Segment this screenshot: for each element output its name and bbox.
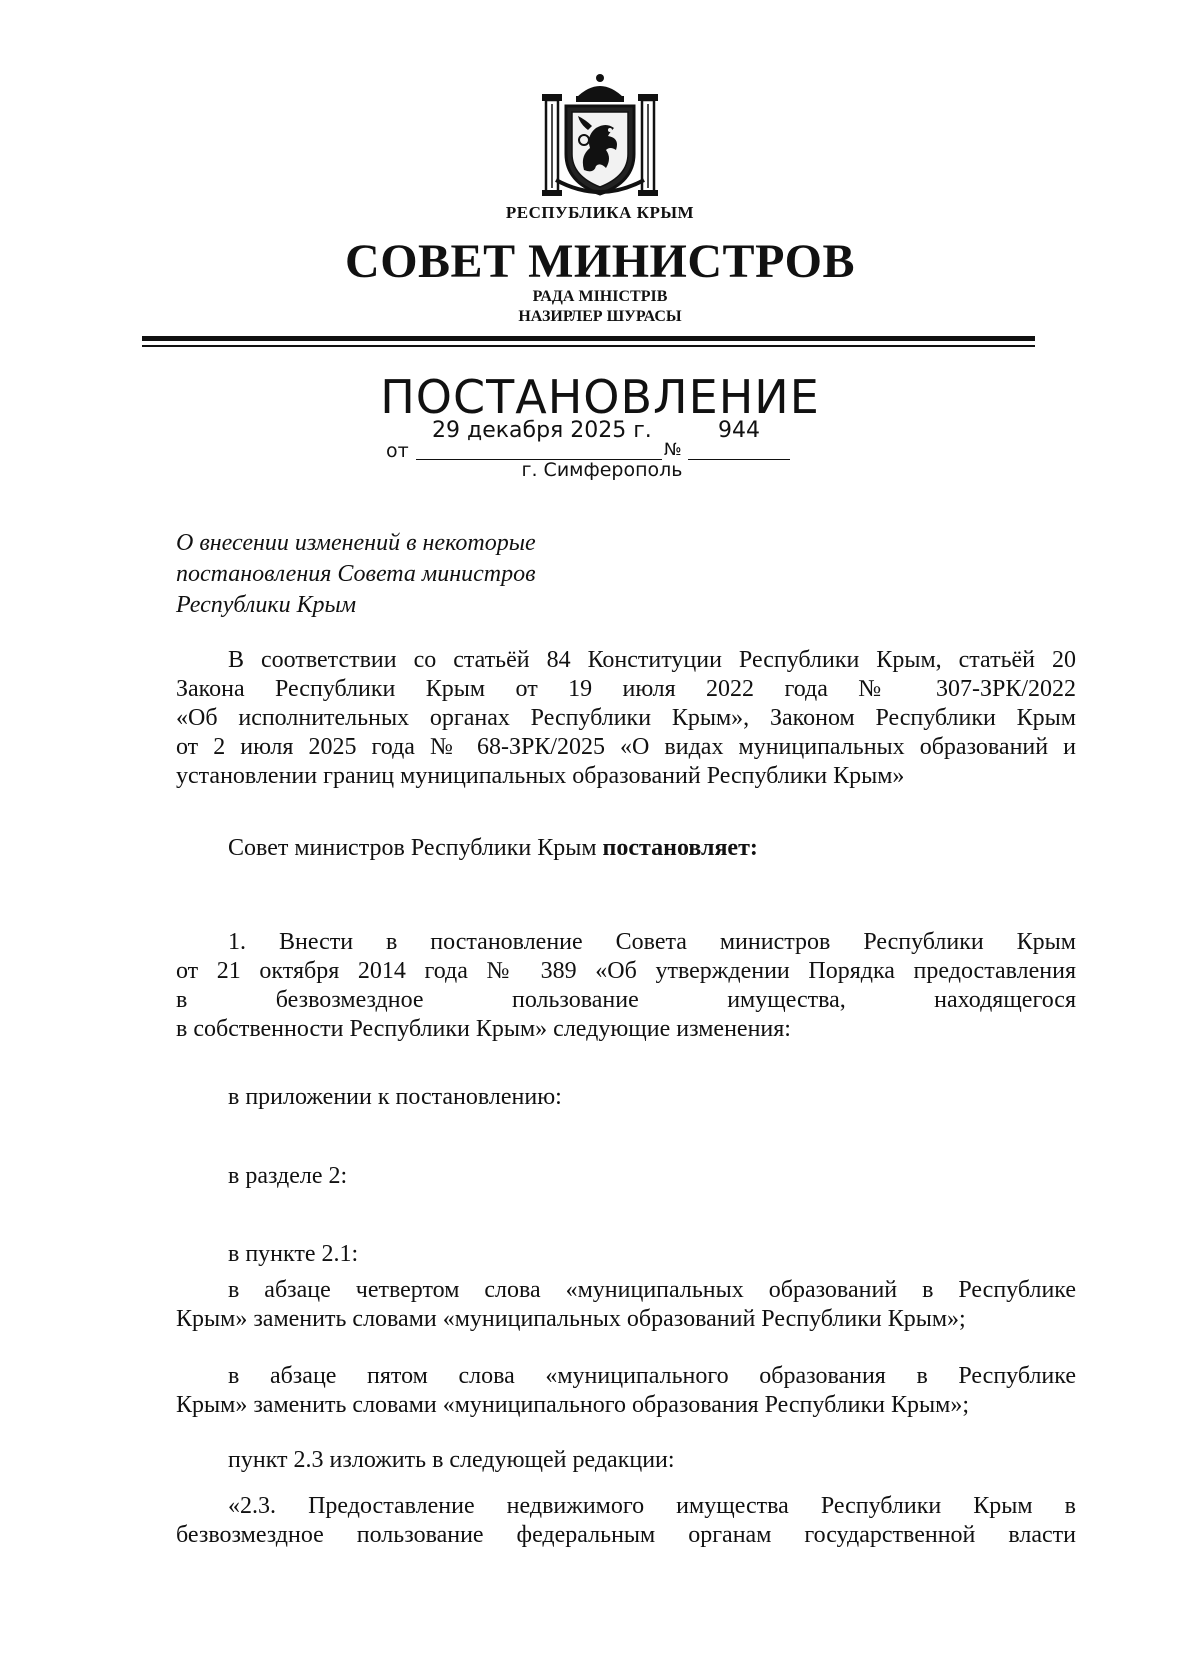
council-title-crimean-tatar: НАЗИРЛЕР ШУРАСЫ xyxy=(518,308,682,325)
number-label: № xyxy=(664,440,682,460)
paragraph-line: в собственности Республики Крым» следующие изменения: xyxy=(176,1016,791,1042)
republic-name: РЕСПУБЛИКА КРЫМ xyxy=(505,203,695,222)
clause-line: в пункте 2.1: xyxy=(228,1241,359,1267)
resolves-line xyxy=(228,834,758,863)
paragraph-4-amendment xyxy=(176,1276,1076,1334)
header-divider-thick xyxy=(142,336,1035,341)
paragraph-line: Крым» заменить словами «муниципальных образований Республики Крым»; xyxy=(176,1306,966,1332)
paragraph-line: В соответствии со статьёй 84 Конституции Республики Крым, статьёй 20 xyxy=(228,647,1076,673)
clause-2-3-quote xyxy=(176,1492,1076,1550)
clause-2-3-line: пункт 2.3 изложить в следующей редакции: xyxy=(228,1447,675,1473)
council-title: СОВЕТ МИНИСТРОВ xyxy=(345,235,855,288)
decree-subject xyxy=(176,528,696,621)
subject-line: Республики Крым xyxy=(176,592,357,618)
paragraph-line: в абзаце пятом слова «муниципального образования в Республике xyxy=(228,1363,1076,1389)
preamble-paragraph xyxy=(176,646,1076,791)
resolves-prefix: Совет министров Республики Крым xyxy=(228,835,603,861)
subject-line: постановления Совета министров xyxy=(176,561,536,587)
resolves-keyword: постановляет: xyxy=(602,835,758,861)
appendix-line: в приложении к постановлению: xyxy=(228,1084,562,1110)
header-divider-thin xyxy=(142,345,1035,347)
paragraph-line: от 2 июля 2025 года № 68-ЗРК/2025 «О видах муниципальных образований и xyxy=(176,734,1076,760)
decree-number: 944 xyxy=(718,418,760,443)
paragraph-line: 1. Внести в постановление Совета министров Республики Крым xyxy=(228,929,1076,955)
paragraph-line: установлении границ муниципальных образований Республики Крым» xyxy=(176,763,905,789)
paragraph-line: Закона Республики Крым от 19 июля 2022 года № 307-ЗРК/2022 xyxy=(176,676,1076,702)
paragraph-line: «2.3. Предоставление недвижимого имущества Республики Крым в xyxy=(228,1493,1076,1519)
paragraph-5-amendment xyxy=(176,1362,1076,1420)
council-title-ukrainian: РАДА МІНІСТРІВ xyxy=(532,288,668,305)
paragraph-line: в безвозмездное пользование имущества, находящегося xyxy=(176,987,1076,1013)
subject-line: О внесении изменений в некоторые xyxy=(176,530,536,556)
paragraph-line: «Об исполнительных органах Республики Крым», Законом Республики Крым xyxy=(176,705,1076,731)
paragraph-line: безвозмездное пользование федеральным органам государственной власти xyxy=(176,1522,1076,1548)
decree-city: г. Симферополь xyxy=(521,459,683,481)
item-1-paragraph xyxy=(176,928,1076,1044)
decree-type-title: ПОСТАНОВЛЕНИЕ xyxy=(380,370,820,424)
paragraph-line: Крым» заменить словами «муниципального образования Республики Крым»; xyxy=(176,1392,970,1418)
section-line: в разделе 2: xyxy=(228,1163,348,1189)
decree-date: 29 декабря 2025 г. xyxy=(432,418,652,443)
date-label: от xyxy=(386,440,409,462)
crimea-coat-of-arms-icon xyxy=(536,70,664,200)
paragraph-line: от 21 октября 2014 года № 389 «Об утверждении Порядка предоставления xyxy=(176,958,1076,984)
paragraph-line: в абзаце четвертом слова «муниципальных образований в Республике xyxy=(228,1277,1076,1303)
decree-date-number-row xyxy=(386,418,806,462)
